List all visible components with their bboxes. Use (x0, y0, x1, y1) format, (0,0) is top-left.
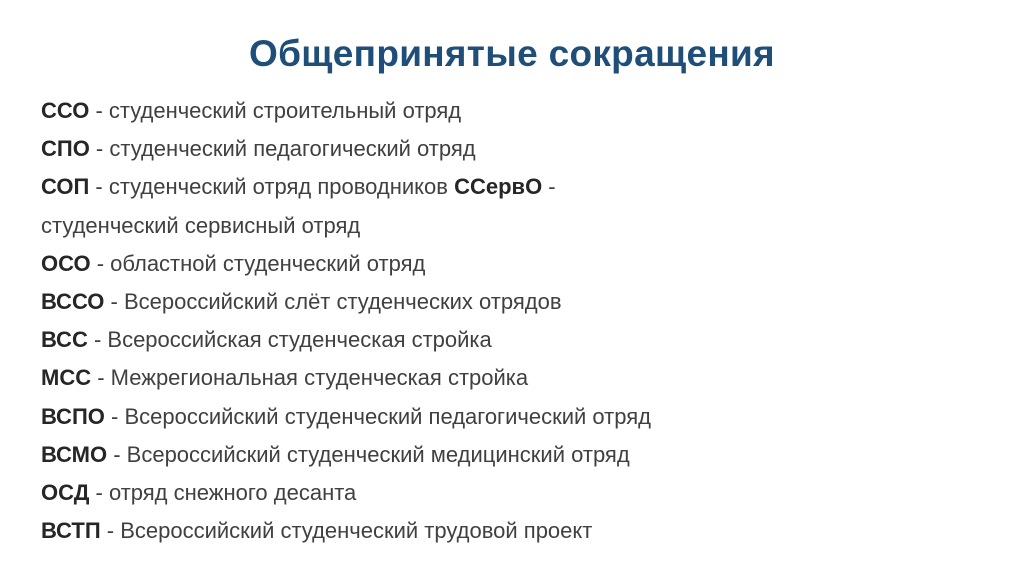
separator: - (100, 518, 121, 544)
separator: - (89, 479, 109, 505)
list-item-vss (41, 321, 1001, 359)
page-title: Общепринятые сокращения (249, 33, 775, 74)
separator: - (91, 365, 111, 391)
abbreviation: ОСО (41, 250, 91, 276)
abbreviation: ВСПО (41, 403, 105, 429)
list-item-osd (41, 474, 1001, 512)
abbreviation-secondary: ССервО (454, 174, 543, 200)
abbreviation: ОСД (41, 479, 90, 505)
list-item-spo (41, 130, 1001, 168)
definition: студенческий отряд проводников (108, 174, 455, 200)
separator: - (87, 327, 108, 353)
definition: Всероссийский студенческий педагогический отряд (124, 403, 651, 429)
abbreviation: ВССО (41, 288, 105, 314)
definition: Межрегиональная студенческая стройка (110, 365, 529, 391)
abbreviation: ВСС (41, 327, 88, 353)
separator: - (104, 403, 125, 429)
separator: - (90, 250, 111, 276)
list-item-vsso (41, 283, 1001, 321)
definition: областной студенческий отряд (110, 250, 426, 276)
abbreviation: ВСТП (41, 518, 101, 544)
list-item-sservo-continuation (41, 207, 1001, 245)
separator: - (89, 174, 109, 200)
list-item-vstp (41, 512, 1001, 550)
list-item-vspo (41, 398, 1001, 436)
list-item-mss (41, 359, 1001, 397)
separator: - (89, 98, 109, 123)
abbreviation: ССО (41, 98, 90, 123)
abbreviation: СОП (41, 174, 90, 200)
definition: Всероссийский студенческий трудовой проект (120, 518, 593, 544)
abbreviation: СПО (41, 136, 90, 162)
definition: студенческий сервисный отряд (41, 212, 361, 238)
definition: Всероссийский слёт студенческих отрядов (123, 288, 562, 314)
separator: - (104, 288, 124, 314)
abbreviation: МСС (41, 365, 92, 391)
abbreviation: ВСМО (41, 441, 108, 467)
separator-secondary: - (542, 174, 556, 200)
list-item-vsmo (41, 436, 1001, 474)
definition: Всероссийская студенческая стройка (107, 327, 492, 353)
list-item-sso (41, 92, 1001, 130)
definition: отряд снежного десанта (108, 479, 357, 505)
definition: студенческий педагогический отряд (109, 136, 476, 162)
separator: - (89, 136, 110, 162)
definition: студенческий строительный отряд (108, 98, 462, 123)
list-item-sop (41, 168, 1001, 206)
abbreviation-list (41, 92, 1001, 550)
separator: - (107, 441, 127, 467)
list-item-oso (41, 245, 1001, 283)
definition: Всероссийский студенческий медицинский отряд (126, 441, 630, 467)
